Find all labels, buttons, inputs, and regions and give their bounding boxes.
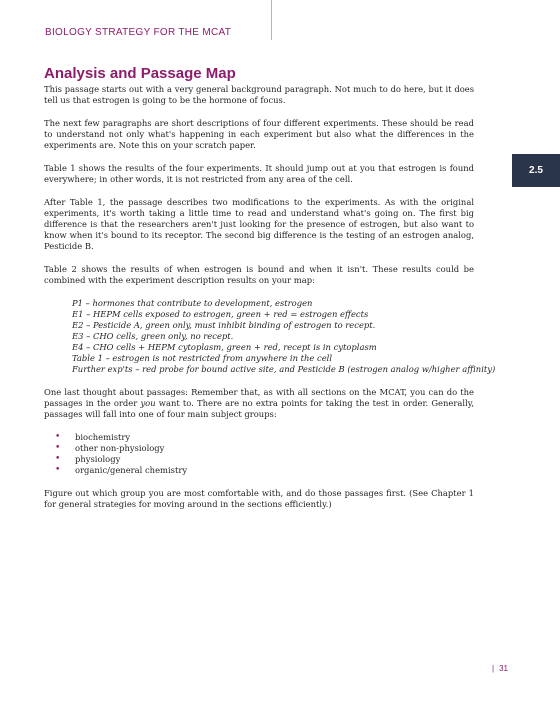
list-item [55, 454, 474, 465]
paragraph [44, 387, 474, 420]
main-content [44, 65, 496, 522]
list-item [55, 432, 474, 443]
section-number: 2.5 [529, 165, 543, 176]
paragraph: Figure out which group you are most comfortable with, and do those passages first. (See Chapter 1 for general strategies for moving around in the sections efficiently.) [44, 488, 474, 509]
list-item [55, 443, 474, 454]
bullet-icon: • [55, 432, 61, 442]
map-line: E3 – CHO cells, green only, no recept. [72, 331, 234, 341]
subject-group-list [44, 432, 474, 476]
map-line: Further exp'ts – red probe for bound active site, and Pesticide B (estrogen analog w/higher affinity) [72, 364, 496, 374]
paragraph: Table 1 shows the results of the four experiments. It should jump out at you that estrogen is found everywhere; in other words, it is not restricted from any area of the cell. [44, 163, 474, 184]
page-number-value: 31 [499, 664, 508, 673]
map-line: Table 1 – estrogen is not restricted from anywhere in the cell [72, 353, 333, 363]
page-number-rule: | [492, 664, 495, 673]
bullet-icon: • [55, 465, 61, 475]
text-run: want to. There are no extra points for taking the test in order. Generally, passages will fall into one of four main subject groups: [44, 398, 474, 419]
emphasis: you [140, 398, 156, 408]
map-line: P1 – hormones that contribute to development, estrogen [72, 298, 313, 308]
list-item-label: other non-physiology [75, 443, 165, 453]
list-item [55, 465, 474, 476]
paragraph: After Table 1, the passage describes two modifications to the experiments. As with the original experiments, it's worth taking a little time to read and understand what's going on. The first big difference is that the researchers aren't just looking for the presence of estrogen, but also want to know when it's bound to its receptor. The second big difference is the testing of an estrogen analog, Pesticide B. [44, 197, 474, 251]
paragraph: This passage starts out with a very general background paragraph. Not much to do here, but it does tell us that estrogen is going to be the hormone of focus. [44, 84, 474, 105]
passage-map-notes [72, 298, 496, 375]
paragraph: Table 2 shows the results of when estrogen is bound and when it isn't. These results could be combined with the experiment description results on your map: [44, 264, 474, 285]
bullet-icon: • [55, 454, 61, 464]
list-item-label: physiology [75, 454, 121, 464]
list-item-label: organic/general chemistry [75, 465, 188, 475]
page-number [492, 664, 508, 673]
text-run: One last thought about passages: Remember that, as with all sections on the MCAT, you can do the passages in the order [44, 387, 474, 408]
section-tab [512, 154, 560, 187]
list-item-label: biochemistry [75, 432, 131, 442]
header-divider [271, 0, 272, 40]
section-heading: Analysis and Passage Map [44, 65, 236, 82]
running-header: BIOLOGY STRATEGY FOR THE MCAT [45, 27, 232, 38]
map-line: E2 – Pesticide A, green only, must inhibit binding of estrogen to recept. [72, 320, 376, 330]
bullet-icon: • [55, 443, 61, 453]
map-line: E1 – HEPM cells exposed to estrogen, green + red = estrogen effects [72, 309, 369, 319]
paragraph: The next few paragraphs are short descriptions of four different experiments. These should be read to understand not only what's happening in each experiment but also what the differences in the experiments are. Note this on your scratch paper. [44, 118, 474, 150]
map-line: E4 – CHO cells + HEPM cytoplasm, green + red, recept is in cytoplasm [72, 342, 377, 352]
